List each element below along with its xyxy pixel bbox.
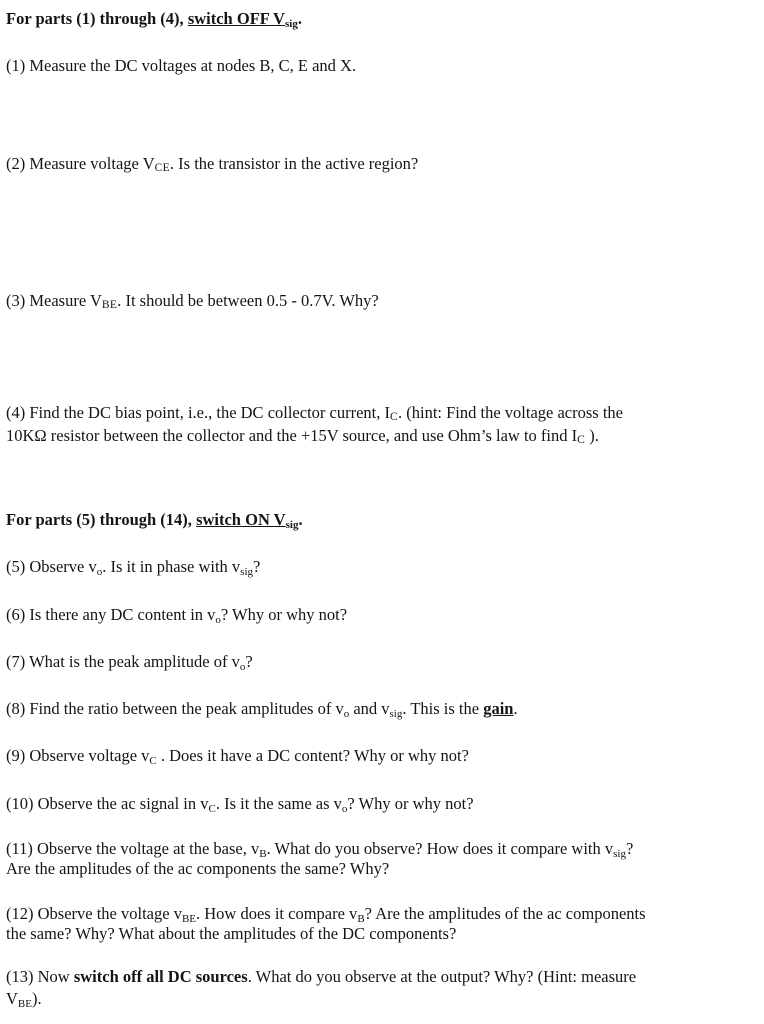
question-12-line-1: (12) Observe the voltage $v_{BE}$. How does it compare $v_B$? Are the amplitudes of the ac components bbox=[6, 904, 646, 925]
question-9: (9) Observe voltage $v_C$ . Does it have a DC content? Why or why not? bbox=[6, 746, 469, 767]
question-13-line-2: $V_{BE}$). bbox=[6, 989, 42, 1010]
question-2: (2) Measure voltage VCE. Is the transistor in the active region? bbox=[6, 154, 419, 174]
switch-off-vsig: switch OFF $V_{sig}$ bbox=[187, 9, 298, 30]
question-11-line-2: Are the amplitudes of the ac components the same? Why? bbox=[6, 859, 390, 878]
switch-on-vsig: switch ON $V_{sig}$ bbox=[196, 510, 299, 531]
gain-term: gain bbox=[483, 699, 514, 718]
switch-off-dc-emphasis: switch off all DC sources bbox=[73, 967, 248, 986]
question-13-line-1: (13) Now switch off all DC sources. What do you observe at the output? Why? (Hint: measure bbox=[6, 967, 637, 986]
question-12-line-2: the same? Why? What about the amplitudes of the DC components? bbox=[6, 924, 457, 943]
question-4-line-2: 10KΩ resistor between the collector and the +15V source, and use Ohm’s law to find IC ). bbox=[6, 426, 599, 446]
heading-parts-1-4: For parts (1) through (4), switch OFF $V_{sig}$. bbox=[6, 9, 302, 30]
question-4-line-1: (4) Find the DC bias point, i.e., the DC collector current, IC. (hint: Find the voltage across the bbox=[6, 403, 623, 423]
question-5: (5) Observe $v_o$. Is it in phase with $v_{sig}$? bbox=[6, 557, 261, 578]
question-8: (8) Find the ratio between the peak amplitudes of $v_o$ and $v_{sig}$. This is the gain. bbox=[6, 699, 518, 720]
heading-parts-5-14: For parts (5) through (14), switch ON $V_{sig}$. bbox=[6, 510, 303, 531]
heading2-lead: For parts (5) through (14), bbox=[6, 510, 197, 529]
heading1-lead: For parts (1) through (4), bbox=[6, 9, 188, 28]
question-1: (1) Measure the DC voltages at nodes B, C, E and X. bbox=[6, 56, 357, 75]
question-7: (7) What is the peak amplitude of $v_o$? bbox=[6, 652, 253, 673]
question-3: (3) Measure VBE. It should be between 0.5 - 0.7V. Why? bbox=[6, 291, 379, 311]
question-10: (10) Observe the ac signal in $v_C$. Is it the same as $v_o$? Why or why not? bbox=[6, 794, 474, 815]
question-6: (6) Is there any DC content in $v_o$? Why or why not? bbox=[6, 605, 348, 626]
question-11-line-1: (11) Observe the voltage at the base, $v_B$. What do you observe? How does it compare with $v_{sig}$? bbox=[6, 839, 634, 860]
